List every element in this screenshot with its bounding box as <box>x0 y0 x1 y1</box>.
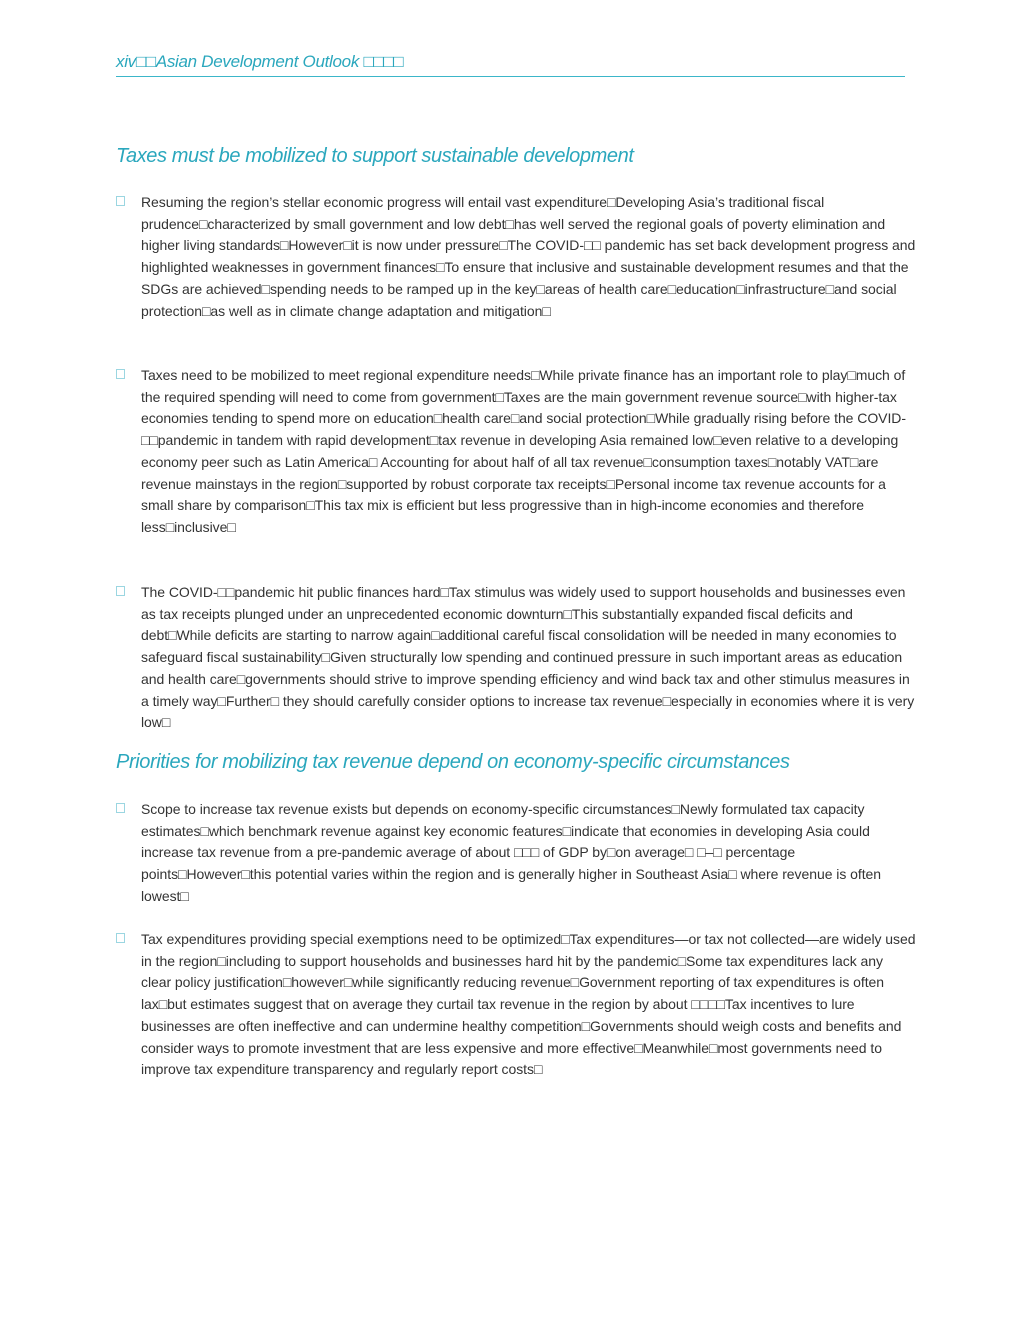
bullet-item <box>116 929 916 1081</box>
bullet-item <box>116 582 916 734</box>
bullet-item <box>116 799 916 908</box>
bullet-marker-icon <box>116 586 125 596</box>
section-heading-priorities: Priorities for mobilizing tax revenue depend on economy-specific circumstances <box>116 751 790 773</box>
bullet-item <box>116 365 916 539</box>
bullet-text: Tax expenditures providing special exemptions need to be optimized□Tax expenditures—or tax not collected—are widely used in the region□including to support households and businesses hard hit by the pandemic□Some tax expenditures lack any clear policy justification□however□while significantly reducing revenue□Government reporting of tax expenditures is often lax□but estimates suggest that on average they curtail tax revenue in the region by about □□□□Tax incentives to lure businesses are often ineffective and can undermine healthy competition□Governments should weigh costs and benefits and consider ways to promote investment that are less expensive and more effective□Meanwhile□most governments need to improve tax expenditure transparency and regularly report costs□ <box>141 931 916 1078</box>
bullet-text: Scope to increase tax revenue exists but depends on economy-specific circumstances□Newly formulated tax capacity estimates□which benchmark revenue against key economic features□indicate that economies in developing Asia could increase tax revenue from a pre-pandemic average of about □□□ of GDP by□on average□ □–□ percentage points□However□this potential varies within the region and is generally higher in Southeast Asia□ where revenue is often lowest□ <box>141 801 882 904</box>
bullet-item <box>116 192 916 322</box>
page-header <box>116 52 905 77</box>
bullet-marker-icon <box>116 369 125 379</box>
bullet-text: Taxes need to be mobilized to meet regional expenditure needs□While private finance has an important role to play□much of the required spending will need to come from government□Taxes are the main government revenue source□with higher-tax economies tending to spend more on education□health care□and social protection□While gradually rising before the COVID-□□pandemic in tandem with rapid development□tax revenue in developing Asia remained low□even relative to a developing economy peer such as Latin America□ Accounting for about half of all tax revenue□consumption taxes□notably VAT□are revenue mainstays in the region□supported by robust corporate tax receipts□Personal income tax revenue accounts for a small share by comparison□This tax mix is efficient but less progressive than in high-income economies and therefore less□inclusive□ <box>141 367 906 535</box>
bullet-marker-icon <box>116 803 125 813</box>
bullet-marker-icon <box>116 933 125 943</box>
bullet-text: Resuming the region’s stellar economic progress will entail vast expenditure□Developing Asia’s traditional fiscal prudence□characterized by small government and low debt□has well served the regional goals of poverty elimination and higher living standards□However□it is now under pressure□The COVID-□□ pandemic has set back development progress and highlighted weaknesses in government finances□To ensure that inclusive and sustainable development resumes and that the SDGs are achieved□spending needs to be ramped up in the key□areas of health care□education□infrastructure□and social protection□as well as in climate change adaptation and mitigation□ <box>141 194 916 319</box>
running-head: xiv□□Asian Development Outlook □□□□ <box>116 52 404 71</box>
section-heading-taxes-mobilized: Taxes must be mobilized to support sustainable development <box>116 145 634 167</box>
bullet-marker-icon <box>116 196 125 206</box>
bullet-text: The COVID-□□pandemic hit public finances hard□Tax stimulus was widely used to support households and businesses even as tax receipts plunged under an unprecedented economic downturn□This substantially expanded fiscal deficits and debt□While deficits are starting to narrow again□additional careful fiscal consolidation will be needed in many economies to safeguard fiscal sustainability□Given structurally low spending and continued pressure in such important areas as education and health care□governments should strive to improve spending efficiency and wind back tax and other stimulus measures in a timely way□Further□ they should carefully consider options to increase tax revenue□especially in economies where it is very low□ <box>141 584 915 731</box>
